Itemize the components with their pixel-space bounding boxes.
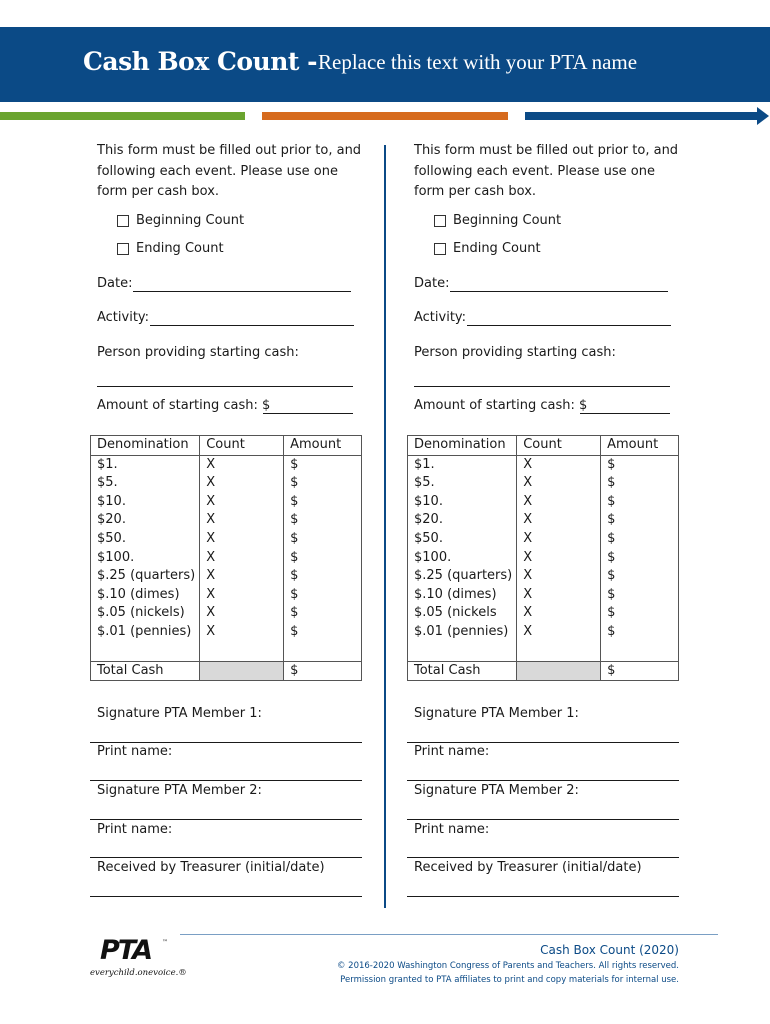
date-label: Date: xyxy=(97,276,133,291)
instructions-text: This form must be filled out prior to, and following each event. Please use one form per cash box. xyxy=(97,143,362,199)
column-header: Denomination xyxy=(91,436,200,456)
treasurer-line[interactable] xyxy=(90,896,362,897)
amount-cell[interactable]: $ xyxy=(601,586,679,605)
table-row xyxy=(91,642,362,662)
denomination-cell: $20. xyxy=(91,511,200,530)
column-header: Count xyxy=(517,436,601,456)
checkbox-icon[interactable] xyxy=(117,243,129,255)
amount-label: Amount of starting cash: $ xyxy=(414,398,588,413)
amount-cell[interactable]: $ xyxy=(284,455,362,474)
denomination-cell: $5. xyxy=(408,474,517,493)
column-header: Amount xyxy=(284,436,362,456)
total-cash-label: Total Cash xyxy=(91,661,200,681)
checkbox-icon[interactable] xyxy=(117,215,129,227)
denomination-cell: $100. xyxy=(91,549,200,568)
column-header: Amount xyxy=(601,436,679,456)
amount-field[interactable] xyxy=(263,413,353,414)
count-cell[interactable]: X xyxy=(200,604,284,623)
footer-rule xyxy=(180,934,718,935)
print-name-label-2: Print name: xyxy=(414,822,490,837)
footer-copyright: © 2016-2020 Washington Congress of Parents and Teachers. All rights reserved. xyxy=(336,961,679,971)
table-row xyxy=(91,530,362,549)
person-label: Person providing starting cash: xyxy=(414,345,616,360)
denomination-cell: $100. xyxy=(408,549,517,568)
table-row xyxy=(408,455,679,474)
trademark-mark: ™ xyxy=(162,939,168,946)
amount-cell[interactable]: $ xyxy=(284,623,362,642)
treasurer-label: Received by Treasurer (initial/date) xyxy=(414,860,642,875)
total-row xyxy=(91,661,362,681)
date-field[interactable] xyxy=(133,291,351,292)
table-row xyxy=(91,586,362,605)
count-cell[interactable]: X xyxy=(517,530,601,549)
amount-cell[interactable]: $ xyxy=(284,549,362,568)
count-cell[interactable]: X xyxy=(200,586,284,605)
pta-logo-text: PTA xyxy=(100,935,152,966)
table-row xyxy=(408,530,679,549)
denomination-table xyxy=(90,435,362,681)
form-column-left xyxy=(97,0,387,1024)
checkbox-icon[interactable] xyxy=(434,243,446,255)
total-amount-cell[interactable]: $ xyxy=(284,661,362,681)
signature-line-2[interactable] xyxy=(90,819,362,820)
signature-label-1: Signature PTA Member 1: xyxy=(414,706,579,721)
ending-count-checkbox[interactable] xyxy=(434,241,541,256)
pta-name-placeholder[interactable]: Replace this text with your PTA name xyxy=(318,50,638,74)
denomination-cell: $1. xyxy=(91,455,200,474)
beginning-count-checkbox[interactable] xyxy=(434,213,561,228)
total-count-cell xyxy=(200,661,284,681)
activity-label: Activity: xyxy=(414,310,467,325)
amount-cell[interactable]: $ xyxy=(601,549,679,568)
ending-count-label: Ending Count xyxy=(453,241,541,256)
beginning-count-checkbox[interactable] xyxy=(117,213,244,228)
print-name-line-1[interactable] xyxy=(407,780,679,781)
date-label: Date: xyxy=(414,276,450,291)
table-row xyxy=(408,567,679,586)
table-row xyxy=(408,493,679,512)
count-cell[interactable]: X xyxy=(517,511,601,530)
denomination-cell xyxy=(408,642,517,662)
amount-cell[interactable] xyxy=(601,642,679,662)
amount-cell[interactable]: $ xyxy=(284,604,362,623)
amount-label: Amount of starting cash: $ xyxy=(97,398,271,413)
table-row xyxy=(408,549,679,568)
denomination-cell: $.10 (dimes) xyxy=(408,586,517,605)
signature-line-1[interactable] xyxy=(90,742,362,743)
total-cash-label: Total Cash xyxy=(408,661,517,681)
amount-cell[interactable]: $ xyxy=(284,511,362,530)
denomination-cell: $.25 (quarters) xyxy=(408,567,517,586)
table-row xyxy=(408,474,679,493)
print-name-label-1: Print name: xyxy=(97,744,173,759)
print-name-line-2[interactable] xyxy=(90,857,362,858)
amount-cell[interactable]: $ xyxy=(284,530,362,549)
count-cell[interactable]: X xyxy=(517,567,601,586)
signature-label-1: Signature PTA Member 1: xyxy=(97,706,262,721)
count-cell[interactable]: X xyxy=(517,493,601,512)
count-cell[interactable]: X xyxy=(517,455,601,474)
count-cell[interactable] xyxy=(200,642,284,662)
print-name-line-2[interactable] xyxy=(407,857,679,858)
table-row xyxy=(91,493,362,512)
date-field[interactable] xyxy=(450,291,668,292)
signature-line-1[interactable] xyxy=(407,742,679,743)
denomination-cell: $50. xyxy=(408,530,517,549)
amount-cell[interactable]: $ xyxy=(601,567,679,586)
footer-permission: Permission granted to PTA affiliates to print and copy materials for internal use. xyxy=(340,975,679,985)
pta-tagline: everychild.onevoice.® xyxy=(90,968,187,978)
amount-cell[interactable]: $ xyxy=(284,493,362,512)
count-cell[interactable]: X xyxy=(200,474,284,493)
denomination-cell: $20. xyxy=(408,511,517,530)
table-header-row xyxy=(408,436,679,456)
denomination-cell: $.05 (nickels xyxy=(408,604,517,623)
count-cell[interactable]: X xyxy=(200,455,284,474)
denomination-cell xyxy=(91,642,200,662)
amount-field[interactable] xyxy=(580,413,670,414)
checkbox-icon[interactable] xyxy=(434,215,446,227)
table-row xyxy=(91,455,362,474)
count-cell[interactable]: X xyxy=(517,549,601,568)
arrow-icon xyxy=(757,107,769,125)
count-cell[interactable]: X xyxy=(200,511,284,530)
table-row xyxy=(408,586,679,605)
amount-cell[interactable]: $ xyxy=(601,493,679,512)
count-cell[interactable]: X xyxy=(200,493,284,512)
count-cell[interactable]: X xyxy=(517,623,601,642)
table-row xyxy=(408,511,679,530)
person-label: Person providing starting cash: xyxy=(97,345,299,360)
total-row xyxy=(408,661,679,681)
treasurer-label: Received by Treasurer (initial/date) xyxy=(97,860,325,875)
count-cell[interactable] xyxy=(517,642,601,662)
print-name-line-1[interactable] xyxy=(90,780,362,781)
count-cell[interactable]: X xyxy=(200,567,284,586)
table-row xyxy=(91,549,362,568)
count-cell[interactable]: X xyxy=(517,586,601,605)
denomination-cell: $.10 (dimes) xyxy=(91,586,200,605)
amount-cell[interactable]: $ xyxy=(601,474,679,493)
total-amount-cell[interactable]: $ xyxy=(601,661,679,681)
column-header: Denomination xyxy=(408,436,517,456)
activity-field[interactable] xyxy=(467,325,671,326)
denomination-table xyxy=(407,435,679,681)
person-field[interactable] xyxy=(414,386,670,387)
activity-field[interactable] xyxy=(150,325,354,326)
treasurer-line[interactable] xyxy=(407,896,679,897)
print-name-label-1: Print name: xyxy=(414,744,490,759)
amount-cell[interactable]: $ xyxy=(284,474,362,493)
amount-cell[interactable]: $ xyxy=(601,530,679,549)
table-row xyxy=(91,511,362,530)
count-cell[interactable]: X xyxy=(200,623,284,642)
count-cell[interactable]: X xyxy=(200,530,284,549)
amount-cell[interactable] xyxy=(284,642,362,662)
pta-logo xyxy=(90,935,190,980)
form-title: Cash Box Count - xyxy=(83,47,318,76)
table-header-row xyxy=(91,436,362,456)
print-name-label-2: Print name: xyxy=(97,822,173,837)
signature-label-2: Signature PTA Member 2: xyxy=(97,783,262,798)
table-row xyxy=(91,474,362,493)
instructions-text: This form must be filled out prior to, and following each event. Please use one form per cash box. xyxy=(414,143,679,199)
denomination-cell: $10. xyxy=(408,493,517,512)
denomination-cell: $.05 (nickels) xyxy=(91,604,200,623)
amount-cell[interactable]: $ xyxy=(284,586,362,605)
amount-cell[interactable]: $ xyxy=(601,511,679,530)
amount-cell[interactable]: $ xyxy=(284,567,362,586)
denomination-cell: $.01 (pennies) xyxy=(91,623,200,642)
beginning-count-label: Beginning Count xyxy=(453,213,562,228)
denomination-cell: $.01 (pennies) xyxy=(408,623,517,642)
denomination-cell: $50. xyxy=(91,530,200,549)
column-header: Count xyxy=(200,436,284,456)
denomination-cell: $1. xyxy=(408,455,517,474)
activity-label: Activity: xyxy=(97,310,150,325)
denomination-cell: $5. xyxy=(91,474,200,493)
amount-cell[interactable]: $ xyxy=(601,455,679,474)
count-cell[interactable]: X xyxy=(517,604,601,623)
table-row xyxy=(408,642,679,662)
denomination-cell: $.25 (quarters) xyxy=(91,567,200,586)
form-column-right xyxy=(414,0,704,1024)
denomination-cell: $10. xyxy=(91,493,200,512)
beginning-count-label: Beginning Count xyxy=(136,213,245,228)
ending-count-checkbox[interactable] xyxy=(117,241,224,256)
count-cell[interactable]: X xyxy=(200,549,284,568)
table-row xyxy=(91,604,362,623)
table-row xyxy=(91,567,362,586)
total-count-cell xyxy=(517,661,601,681)
ending-count-label: Ending Count xyxy=(136,241,224,256)
count-cell[interactable]: X xyxy=(517,474,601,493)
table-row xyxy=(408,623,679,642)
amount-cell[interactable]: $ xyxy=(601,604,679,623)
amount-cell[interactable]: $ xyxy=(601,623,679,642)
table-row xyxy=(91,623,362,642)
table-row xyxy=(408,604,679,623)
person-field[interactable] xyxy=(97,386,353,387)
signature-label-2: Signature PTA Member 2: xyxy=(414,783,579,798)
footer-doc-title: Cash Box Count (2020) xyxy=(540,943,679,957)
signature-line-2[interactable] xyxy=(407,819,679,820)
